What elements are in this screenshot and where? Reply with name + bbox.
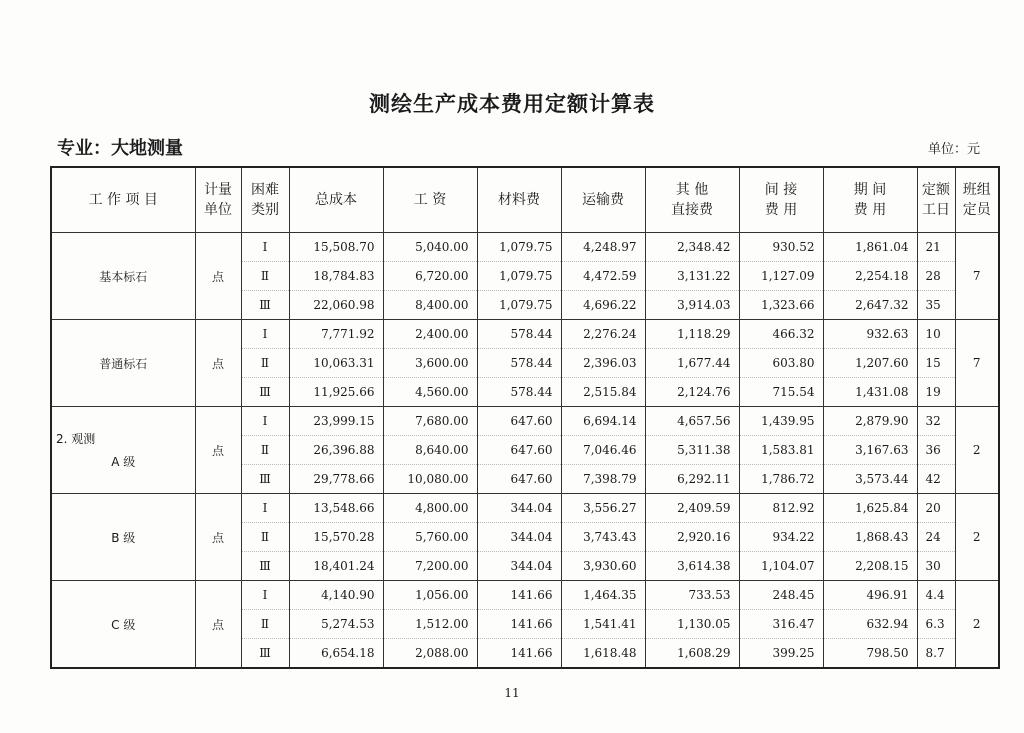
difficulty-cell: Ⅱ: [241, 436, 289, 465]
workday-cell: 15: [917, 349, 955, 378]
value-cell: 8,640.00: [383, 436, 477, 465]
value-cell: 578.44: [477, 349, 561, 378]
table-row: [51, 233, 999, 262]
value-cell: 15,508.70: [289, 233, 383, 262]
value-cell: 6,654.18: [289, 639, 383, 669]
value-cell: 647.60: [477, 436, 561, 465]
value-cell: 141.66: [477, 610, 561, 639]
table-row: [51, 320, 999, 349]
value-cell: 1,861.04: [823, 233, 917, 262]
value-cell: 18,401.24: [289, 552, 383, 581]
value-cell: 4,657.56: [645, 407, 739, 436]
value-cell: 1,786.72: [739, 465, 823, 494]
crew-cell: 7: [955, 320, 999, 407]
value-cell: 26,396.88: [289, 436, 383, 465]
work-item-cell: [51, 494, 195, 581]
value-cell: 7,046.46: [561, 436, 645, 465]
unit-label: 单位：元: [927, 142, 980, 157]
workday-cell: 28: [917, 262, 955, 291]
cost-quota-table: [50, 166, 1000, 669]
workday-cell: 8.7: [917, 639, 955, 669]
page-title: 测绘生产成本费用定额计算表: [369, 92, 655, 116]
workday-cell: 19: [917, 378, 955, 407]
value-cell: 2,124.76: [645, 378, 739, 407]
value-cell: 4,696.22: [561, 291, 645, 320]
unit-cell: 点: [195, 320, 241, 407]
value-cell: 2,088.00: [383, 639, 477, 669]
work-item-cell: [51, 320, 195, 407]
value-cell: 1,677.44: [645, 349, 739, 378]
unit-cell: 点: [195, 494, 241, 581]
difficulty-cell: Ⅲ: [241, 465, 289, 494]
value-cell: 578.44: [477, 378, 561, 407]
value-cell: 1,541.41: [561, 610, 645, 639]
value-cell: 1,868.43: [823, 523, 917, 552]
header-row: [51, 167, 999, 233]
value-cell: 934.22: [739, 523, 823, 552]
value-cell: 1,079.75: [477, 291, 561, 320]
value-cell: 1,207.60: [823, 349, 917, 378]
value-cell: 647.60: [477, 465, 561, 494]
difficulty-cell: Ⅰ: [241, 581, 289, 610]
value-cell: 3,614.38: [645, 552, 739, 581]
workday-cell: 6.3: [917, 610, 955, 639]
value-cell: 3,914.03: [645, 291, 739, 320]
workday-cell: 35: [917, 291, 955, 320]
value-cell: 399.25: [739, 639, 823, 669]
table-body: [51, 233, 999, 669]
work-item-label: A 级: [111, 455, 136, 469]
work-item-cell: [51, 233, 195, 320]
value-cell: 1,464.35: [561, 581, 645, 610]
unit-cell: 点: [195, 581, 241, 669]
unit-cell: 点: [195, 233, 241, 320]
table-row: [51, 407, 999, 436]
workday-cell: 20: [917, 494, 955, 523]
value-cell: 4,472.59: [561, 262, 645, 291]
value-cell: 7,200.00: [383, 552, 477, 581]
value-cell: 466.32: [739, 320, 823, 349]
work-item-label: B 级: [111, 530, 136, 545]
value-cell: 13,548.66: [289, 494, 383, 523]
workday-cell: 30: [917, 552, 955, 581]
value-cell: 2,879.90: [823, 407, 917, 436]
difficulty-cell: Ⅰ: [241, 407, 289, 436]
value-cell: 3,743.43: [561, 523, 645, 552]
workday-cell: 42: [917, 465, 955, 494]
value-cell: 3,556.27: [561, 494, 645, 523]
value-cell: 141.66: [477, 639, 561, 669]
column-header: 其 他 直接费: [645, 167, 739, 233]
value-cell: 1,118.29: [645, 320, 739, 349]
crew-cell: 2: [955, 494, 999, 581]
value-cell: 344.04: [477, 552, 561, 581]
value-cell: 647.60: [477, 407, 561, 436]
difficulty-cell: Ⅰ: [241, 494, 289, 523]
value-cell: 2,348.42: [645, 233, 739, 262]
page-number: 11: [504, 686, 520, 700]
column-header: 定额 工日: [917, 167, 955, 233]
value-cell: 8,400.00: [383, 291, 477, 320]
value-cell: 1,104.07: [739, 552, 823, 581]
value-cell: 1,431.08: [823, 378, 917, 407]
difficulty-cell: Ⅲ: [241, 378, 289, 407]
value-cell: 1,439.95: [739, 407, 823, 436]
value-cell: 5,311.38: [645, 436, 739, 465]
value-cell: 7,680.00: [383, 407, 477, 436]
column-header: 计量 单位: [195, 167, 241, 233]
work-item-cell: [51, 581, 195, 669]
unit-cell: 点: [195, 407, 241, 494]
value-cell: 7,398.79: [561, 465, 645, 494]
value-cell: 3,131.22: [645, 262, 739, 291]
workday-cell: 4.4: [917, 581, 955, 610]
value-cell: 18,784.83: [289, 262, 383, 291]
value-cell: 2,920.16: [645, 523, 739, 552]
column-header: 工 资: [383, 167, 477, 233]
workday-cell: 36: [917, 436, 955, 465]
value-cell: 1,583.81: [739, 436, 823, 465]
value-cell: 5,760.00: [383, 523, 477, 552]
value-cell: 2,515.84: [561, 378, 645, 407]
value-cell: 3,573.44: [823, 465, 917, 494]
value-cell: 1,618.48: [561, 639, 645, 669]
value-cell: 2,409.59: [645, 494, 739, 523]
column-header: 间 接 费 用: [739, 167, 823, 233]
table-row: [51, 581, 999, 610]
workday-cell: 21: [917, 233, 955, 262]
value-cell: 715.54: [739, 378, 823, 407]
value-cell: 2,208.15: [823, 552, 917, 581]
value-cell: 1,323.66: [739, 291, 823, 320]
value-cell: 2,400.00: [383, 320, 477, 349]
value-cell: 1,079.75: [477, 233, 561, 262]
value-cell: 2,276.24: [561, 320, 645, 349]
value-cell: 11,925.66: [289, 378, 383, 407]
value-cell: 6,720.00: [383, 262, 477, 291]
value-cell: 2,647.32: [823, 291, 917, 320]
value-cell: 812.92: [739, 494, 823, 523]
value-cell: 6,694.14: [561, 407, 645, 436]
work-item-cell: [51, 407, 195, 494]
value-cell: 22,060.98: [289, 291, 383, 320]
value-cell: 344.04: [477, 523, 561, 552]
value-cell: 733.53: [645, 581, 739, 610]
difficulty-cell: Ⅰ: [241, 233, 289, 262]
work-item-label: 普通标石: [99, 356, 148, 371]
value-cell: 3,930.60: [561, 552, 645, 581]
value-cell: 3,167.63: [823, 436, 917, 465]
value-cell: 4,560.00: [383, 378, 477, 407]
column-header: 困难 类别: [241, 167, 289, 233]
difficulty-cell: Ⅲ: [241, 552, 289, 581]
workday-cell: 10: [917, 320, 955, 349]
value-cell: 2,396.03: [561, 349, 645, 378]
value-cell: 4,140.90: [289, 581, 383, 610]
value-cell: 316.47: [739, 610, 823, 639]
value-cell: 1,079.75: [477, 262, 561, 291]
value-cell: 1,625.84: [823, 494, 917, 523]
work-item-label: C 级: [111, 617, 136, 632]
column-header: 工 作 项 目: [51, 167, 195, 233]
value-cell: 1,512.00: [383, 610, 477, 639]
value-cell: 578.44: [477, 320, 561, 349]
value-cell: 930.52: [739, 233, 823, 262]
value-cell: 4,248.97: [561, 233, 645, 262]
difficulty-cell: Ⅱ: [241, 262, 289, 291]
value-cell: 5,274.53: [289, 610, 383, 639]
value-cell: 10,080.00: [383, 465, 477, 494]
value-cell: 23,999.15: [289, 407, 383, 436]
column-header: 材料费: [477, 167, 561, 233]
difficulty-cell: Ⅲ: [241, 291, 289, 320]
value-cell: 141.66: [477, 581, 561, 610]
value-cell: 2,254.18: [823, 262, 917, 291]
difficulty-cell: Ⅰ: [241, 320, 289, 349]
column-header: 期 间 费 用: [823, 167, 917, 233]
difficulty-cell: Ⅱ: [241, 523, 289, 552]
value-cell: 798.50: [823, 639, 917, 669]
workday-cell: 32: [917, 407, 955, 436]
difficulty-cell: Ⅱ: [241, 610, 289, 639]
value-cell: 1,127.09: [739, 262, 823, 291]
column-header: 班组 定员: [955, 167, 999, 233]
value-cell: 344.04: [477, 494, 561, 523]
workday-cell: 24: [917, 523, 955, 552]
value-cell: 1,130.05: [645, 610, 739, 639]
value-cell: 7,771.92: [289, 320, 383, 349]
value-cell: 15,570.28: [289, 523, 383, 552]
column-header: 运输费: [561, 167, 645, 233]
value-cell: 932.63: [823, 320, 917, 349]
value-cell: 632.94: [823, 610, 917, 639]
value-cell: 248.45: [739, 581, 823, 610]
difficulty-cell: Ⅲ: [241, 639, 289, 669]
crew-cell: 2: [955, 407, 999, 494]
section-label: 2. 观测: [56, 432, 96, 446]
value-cell: 29,778.66: [289, 465, 383, 494]
difficulty-cell: Ⅱ: [241, 349, 289, 378]
crew-cell: 2: [955, 581, 999, 669]
value-cell: 3,600.00: [383, 349, 477, 378]
value-cell: 1,608.29: [645, 639, 739, 669]
value-cell: 6,292.11: [645, 465, 739, 494]
specialty-label: 专业：大地测量: [57, 138, 183, 159]
value-cell: 10,063.31: [289, 349, 383, 378]
column-header: 总成本: [289, 167, 383, 233]
table-row: [51, 494, 999, 523]
crew-cell: 7: [955, 233, 999, 320]
value-cell: 5,040.00: [383, 233, 477, 262]
value-cell: 4,800.00: [383, 494, 477, 523]
value-cell: 496.91: [823, 581, 917, 610]
work-item-label: 基本标石: [99, 269, 148, 284]
value-cell: 603.80: [739, 349, 823, 378]
value-cell: 1,056.00: [383, 581, 477, 610]
